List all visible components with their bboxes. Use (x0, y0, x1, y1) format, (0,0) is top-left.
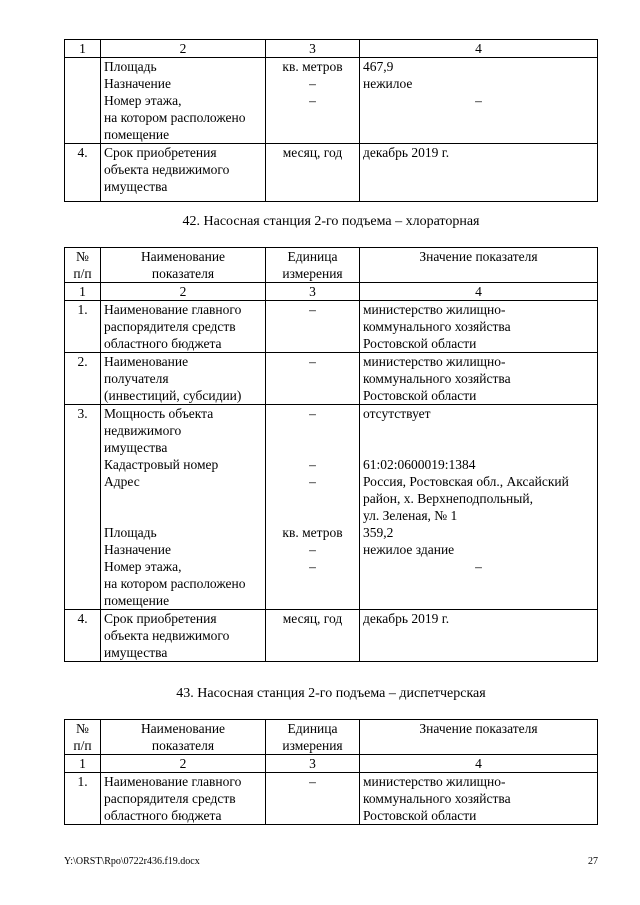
indicator-name-cell (101, 301, 266, 353)
colnum-3: 3 (266, 755, 360, 773)
header-name-line: показателя (151, 266, 215, 281)
indicator-name-cell (101, 58, 266, 144)
table-colnum-row (65, 283, 598, 301)
unit-value: – (309, 457, 316, 472)
unit-value: – (309, 76, 316, 91)
spacer (269, 490, 356, 507)
value-cell (360, 58, 598, 144)
header-unit-line: измерения (282, 738, 343, 753)
colnum-2: 2 (101, 40, 266, 58)
row-number: 1. (65, 301, 101, 353)
table-section-43 (64, 719, 598, 825)
indicator-value: Ростовской области (363, 336, 477, 351)
indicator-value: коммунального хозяйства (363, 371, 511, 386)
indicator-value: 359,2 (363, 525, 394, 540)
indicator-name-cell (101, 144, 266, 202)
table-row (65, 610, 598, 662)
colnum-2: 2 (101, 755, 266, 773)
indicator-name: Срок приобретения (104, 611, 217, 626)
table-colnum-row (65, 755, 598, 773)
unit-value: – (309, 542, 316, 557)
header-value: Значение показателя (360, 720, 598, 755)
indicator-value: декабрь 2019 г. (360, 144, 598, 202)
header-number (65, 720, 101, 755)
table-colnum-row (65, 40, 598, 58)
indicator-name: помещение (104, 127, 170, 142)
indicator-name: Площадь (104, 59, 157, 74)
unit-value: месяц, год (266, 610, 360, 662)
indicator-value: коммунального хозяйства (363, 791, 511, 806)
row-number: 4. (65, 610, 101, 662)
indicator-value: 61:02:0600019:1384 (363, 457, 476, 472)
indicator-name: Кадастровый номер (104, 457, 219, 472)
indicator-value: нежилое (363, 76, 413, 91)
colnum-1: 1 (65, 755, 101, 773)
spacer (363, 422, 594, 439)
unit-cell (266, 405, 360, 610)
indicator-name: Адрес (104, 474, 140, 489)
indicator-value: – (475, 559, 482, 574)
indicator-name-cell (101, 353, 266, 405)
indicator-name: на котором расположено (104, 576, 246, 591)
indicator-value: нежилое здание (363, 542, 455, 557)
header-name-line: показателя (151, 738, 215, 753)
colnum-4: 4 (360, 40, 598, 58)
spacer (269, 422, 356, 439)
indicator-name: Назначение (104, 542, 171, 557)
indicator-name: Мощность объекта (104, 406, 214, 421)
row-number: 1. (65, 773, 101, 825)
header-unit-line: измерения (282, 266, 343, 281)
unit-value: – (309, 474, 316, 489)
indicator-name: имущества (104, 440, 168, 455)
indicator-value: – (475, 93, 482, 108)
header-unit (266, 720, 360, 755)
header-number-line: № (76, 721, 89, 736)
footer-file-path: Y:\ORST\Rpo\0722r436.f19.docx (64, 856, 200, 867)
header-unit-line: Единица (287, 721, 338, 736)
indicator-name: помещение (104, 593, 170, 608)
indicator-value: отсутствует (363, 406, 431, 421)
table-continuation (64, 39, 598, 202)
indicator-name: распорядителя средств (104, 319, 236, 334)
table-header-row (65, 720, 598, 755)
indicator-name: получателя (104, 371, 169, 386)
indicator-name: объекта недвижимого (104, 628, 230, 643)
indicator-name: недвижимого (104, 423, 182, 438)
unit-value: кв. метров (282, 59, 343, 74)
indicator-name: областного бюджета (104, 808, 222, 823)
colnum-1: 1 (65, 40, 101, 58)
indicator-value: Ростовской области (363, 808, 477, 823)
spacer (363, 439, 594, 456)
row-number: 3. (65, 405, 101, 610)
indicator-name: имущества (104, 179, 168, 194)
table-section-42 (64, 247, 598, 662)
table-row (65, 405, 598, 610)
spacer (104, 507, 262, 524)
header-unit (266, 248, 360, 283)
colnum-1: 1 (65, 283, 101, 301)
header-name (101, 720, 266, 755)
indicator-name-cell (101, 405, 266, 610)
indicator-value: министерство жилищно- (363, 354, 506, 369)
value-cell (360, 353, 598, 405)
section-heading-42: 42. Насосная станция 2-го подъема – хлораторная (182, 214, 480, 229)
spacer (269, 439, 356, 456)
spacer (269, 507, 356, 524)
indicator-value: район, х. Верхнеподпольный, (363, 491, 533, 506)
header-number-line: № (76, 249, 89, 264)
indicator-name: Срок приобретения (104, 145, 217, 160)
table-row (65, 353, 598, 405)
header-unit-line: Единица (287, 249, 338, 264)
header-name-line: Наименование (140, 721, 226, 736)
colnum-3: 3 (266, 40, 360, 58)
indicator-name: (инвестиций, субсидии) (104, 388, 242, 403)
row-number (65, 58, 101, 144)
colnum-3: 3 (266, 283, 360, 301)
value-cell (360, 405, 598, 610)
table-row (65, 773, 598, 825)
indicator-name: Наименование главного (104, 302, 242, 317)
header-name (101, 248, 266, 283)
value-cell (360, 773, 598, 825)
header-name-line: Наименование (140, 249, 226, 264)
value-cell (360, 301, 598, 353)
unit-value: месяц, год (266, 144, 360, 202)
header-value: Значение показателя (360, 248, 598, 283)
unit-value: – (309, 93, 316, 108)
unit-value: – (266, 353, 360, 405)
section-heading-43: 43. Насосная станция 2-го подъема – диспетчерская (176, 686, 486, 701)
indicator-value: Ростовской области (363, 388, 477, 403)
indicator-name: Номер этажа, (104, 559, 182, 574)
indicator-value: декабрь 2019 г. (360, 610, 598, 662)
unit-value: кв. метров (282, 525, 343, 540)
table-row (65, 301, 598, 353)
indicator-name: Площадь (104, 525, 157, 540)
indicator-name: объекта недвижимого (104, 162, 230, 177)
table-row (65, 58, 598, 144)
indicator-value: ул. Зеленая, № 1 (363, 508, 458, 523)
unit-cell (266, 58, 360, 144)
header-number-line: п/п (73, 738, 92, 753)
unit-value: – (266, 301, 360, 353)
row-number: 4. (65, 144, 101, 202)
table-row (65, 144, 598, 202)
indicator-value: 467,9 (363, 59, 394, 74)
header-number-line: п/п (73, 266, 92, 281)
indicator-name: распорядителя средств (104, 791, 236, 806)
table-header-row (65, 248, 598, 283)
indicator-name: областного бюджета (104, 336, 222, 351)
header-number (65, 248, 101, 283)
indicator-name: Назначение (104, 76, 171, 91)
indicator-name: Номер этажа, (104, 93, 182, 108)
indicator-value: министерство жилищно- (363, 774, 506, 789)
colnum-4: 4 (360, 283, 598, 301)
row-number: 2. (65, 353, 101, 405)
colnum-4: 4 (360, 755, 598, 773)
indicator-name: имущества (104, 645, 168, 660)
indicator-name: на котором расположено (104, 110, 246, 125)
unit-value: – (309, 559, 316, 574)
indicator-name-cell (101, 773, 266, 825)
unit-value: – (266, 773, 360, 825)
colnum-2: 2 (101, 283, 266, 301)
unit-value: – (309, 406, 316, 421)
indicator-name: Наименование главного (104, 774, 242, 789)
indicator-name-cell (101, 610, 266, 662)
indicator-name: Наименование (104, 354, 189, 369)
footer-page-number: 27 (588, 856, 598, 867)
indicator-value: министерство жилищно- (363, 302, 506, 317)
spacer (104, 490, 262, 507)
indicator-value: Россия, Ростовская обл., Аксайский (363, 474, 569, 489)
indicator-value: коммунального хозяйства (363, 319, 511, 334)
